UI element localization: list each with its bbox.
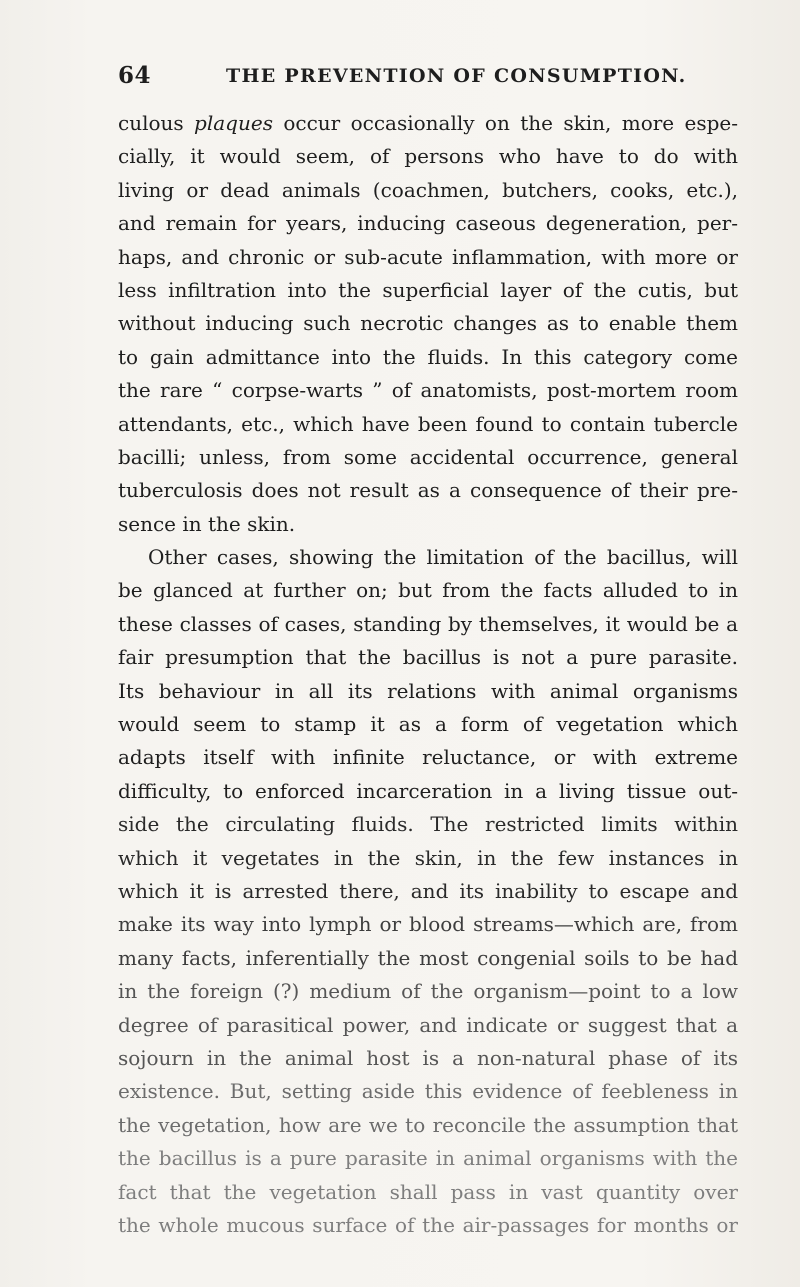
text-line: make its way into lymph or blood streams—which are, from	[118, 912, 738, 937]
body-text	[118, 107, 738, 1242]
text-line: existence. But, setting aside this evidence of feebleness in	[118, 1079, 738, 1104]
text-line: the whole mucous surface of the air-passages for months or	[118, 1212, 738, 1237]
text-line: fair presumption that the bacillus is not a pure parasite.	[118, 645, 738, 670]
text-line: which it vegetates in the skin, in the few instances in	[118, 845, 738, 870]
text-line: the bacillus is a pure parasite in animal organisms with the	[118, 1146, 738, 1171]
page-number: 64	[118, 62, 152, 89]
paragraph-2	[118, 541, 738, 1242]
text-line: to gain admittance into the fluids. In this category come	[118, 344, 738, 369]
text-line: side the circulating fluids. The restricted limits within	[118, 812, 738, 837]
text-line: haps, and chronic or sub-acute inflammation, with more or	[118, 244, 738, 269]
text-line: many facts, inferentially the most congenial soils to be had	[118, 945, 738, 970]
text-line: which it is arrested there, and its inability to escape and	[118, 878, 738, 903]
text-line: bacilli; unless, from some accidental occurrence, general	[118, 444, 738, 469]
running-head: THE PREVENTION OF CONSUMPTION.	[226, 65, 687, 87]
text-line: degree of parasitical power, and indicate or suggest that a	[118, 1012, 738, 1037]
text-line: in the foreign (?) medium of the organism—point to a low	[118, 979, 738, 1004]
text-line: sence in the skin.	[118, 511, 296, 536]
text-line: and remain for years, inducing caseous degeneration, per-	[118, 211, 738, 236]
text-line: difficulty, to enforced incarceration in a living tissue out-	[118, 778, 738, 803]
text-line: sojourn in the animal host is a non-natural phase of its	[118, 1045, 738, 1070]
text-line: would seem to stamp it as a form of vegetation which	[118, 712, 738, 737]
text-line: the rare “ corpse-warts ” of anatomists, post-mortem room	[118, 378, 738, 403]
text-line: culous plaques occur occasionally on the skin, more espe-	[118, 111, 738, 135]
text-line: Other cases, showing the limitation of the bacillus, will	[148, 545, 738, 570]
page-header	[118, 62, 724, 94]
text-line: without inducing such necrotic changes as to enable them	[118, 311, 738, 336]
text-line: fact that the vegetation shall pass in vast quantity over	[118, 1179, 738, 1204]
text-line: cially, it would seem, of persons who have to do with	[118, 144, 738, 169]
text-line: be glanced at further on; but from the facts alluded to in	[118, 578, 738, 603]
text-line: living or dead animals (coachmen, butchers, cooks, etc.),	[118, 177, 738, 202]
text-line: tuberculosis does not result as a consequence of their pre-	[118, 478, 738, 503]
italic-term: plaques	[194, 111, 273, 135]
text-line: adapts itself with infinite reluctance, or with extreme	[118, 745, 738, 770]
text-line: attendants, etc., which have been found to contain tubercle	[118, 411, 738, 436]
text-line: Its behaviour in all its relations with animal organisms	[118, 678, 738, 703]
text-line: less infiltration into the superficial layer of the cutis, but	[118, 277, 738, 302]
text-line: the vegetation, how are we to reconcile the assumption that	[118, 1112, 738, 1137]
text-line: these classes of cases, standing by themselves, it would be a	[118, 611, 738, 636]
paragraph-1	[118, 107, 738, 541]
